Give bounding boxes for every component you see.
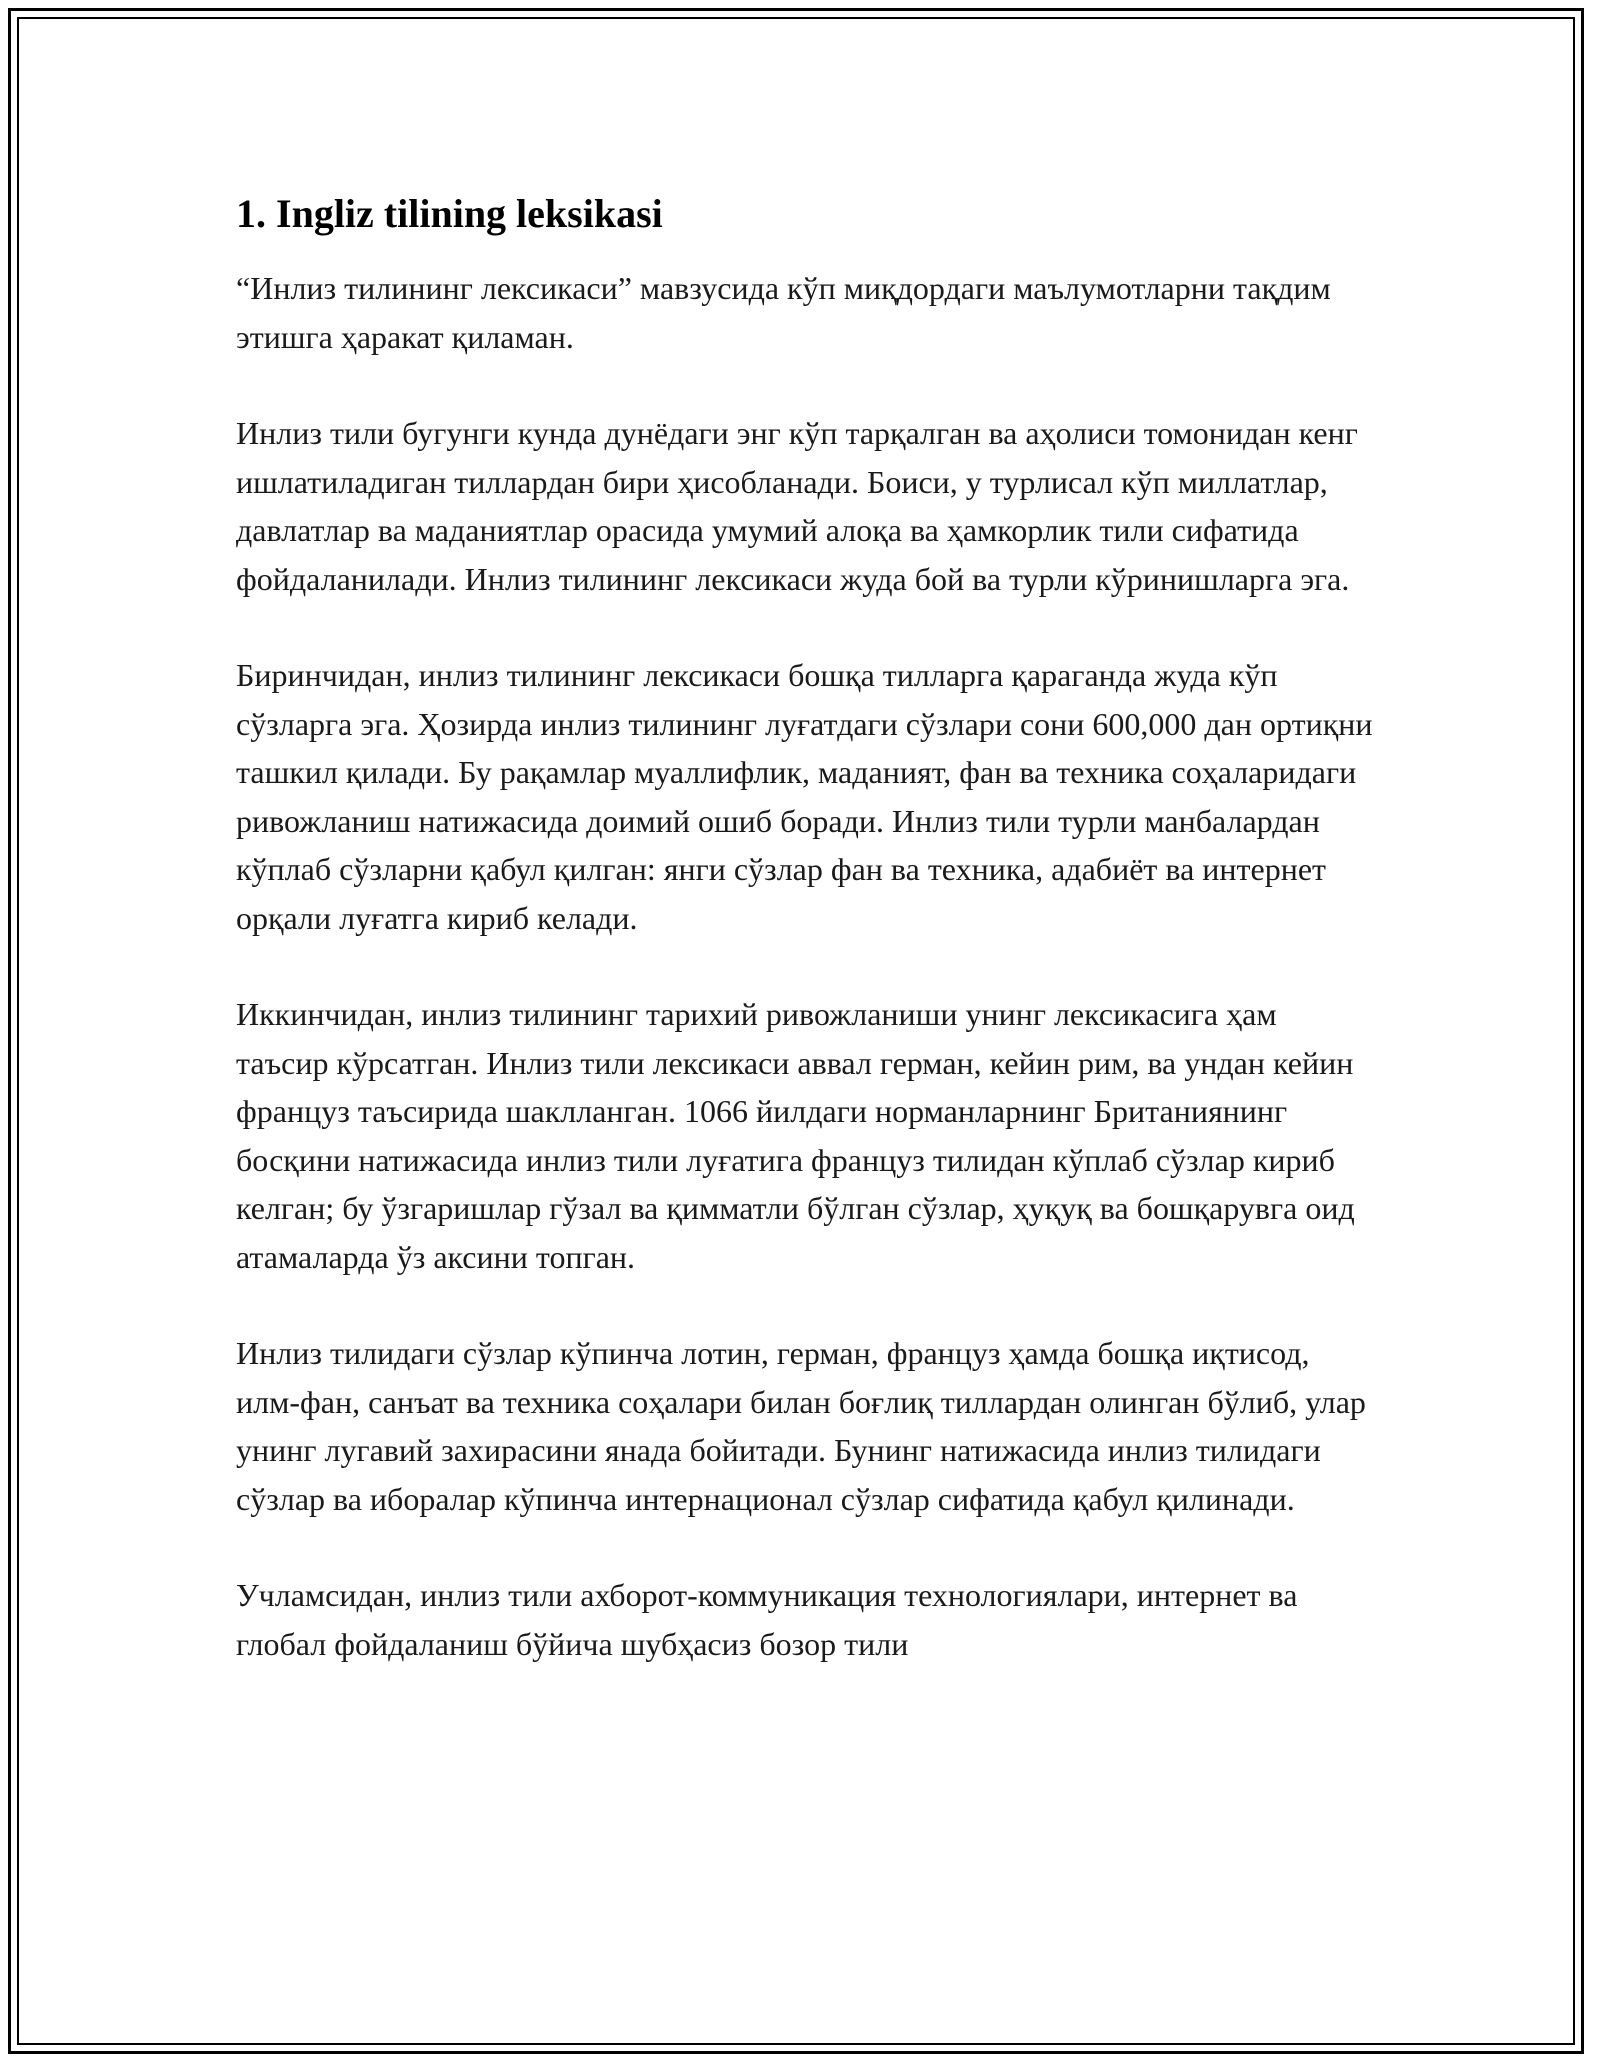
document-body bbox=[236, 186, 1376, 1668]
paragraph-overview: Инлиз тили бугунги кунда дунёдаги энг кўп тарқалган ва аҳолиси томонидан кенг ишлатиладиган тиллардан бири ҳисобланади. Боиси, у турлисал кўп миллатлар, давлатлар ва маданиятлар орасида умумий алоқа ва ҳамкорлик тили сифатида фойдаланилади. Инлиз тилининг лексикаси жуда бой ва турли кўринишларга эга. bbox=[236, 415, 1358, 597]
paragraph-third-point: Учламсидан, инлиз тили ахборот-коммуникация технологиялари, интернет ва глобал фойдаланиш бўйича шубҳасиз бозор тили bbox=[236, 1577, 1298, 1662]
paragraph-borrowings: Инлиз тилидаги сўзлар кўпинча лотин, герман, француз ҳамда бошқа иқтисод, илм-фан, санъат ва техника соҳалари билан боғлиқ тиллардан олинган бўлиб, улар унинг лугавий захирасини янада бойитади. Бунинг натижасида инлиз тилидаги сўзлар ва иборалар кўпинча интернационал сўзлар сифатида қабул қилинади. bbox=[236, 1335, 1366, 1517]
paragraph-second-point: Иккинчидан, инлиз тилининг тарихий ривожланиши унинг лексикасига ҳам таъсир кўрсатган. Инлиз тили лексикаси аввал герман, кейин рим, ва ундан кейин француз таъсирида шаклланган. 1066 йилдаги норманларнинг Британиянинг босқини натижасида инлиз тили луғатига француз тилидан кўплаб сўзлар кириб келган; бу ўзгаришлар гўзал ва қимматли бўлган сўзлар, ҳуқуқ ва бошқарувга оид атамаларда ўз аксини топган. bbox=[236, 996, 1355, 1275]
paragraph-first-point: Биринчидан, инлиз тилининг лексикаси бошқа тилларга қараганда жуда кўп сўзларга эга. Ҳозирда инлиз тилининг луғатдаги сўзлари сони 600,000 дан ортиқни ташкил қилади. Бу рақамлар муаллифлик, маданият, фан ва техника соҳаларидаги ривожланиш натижасида доимий ошиб боради. Инлиз тили турли манбалардан кўплаб сўзларни қабул қилган: янги сўзлар фан ва техника, адабиёт ва интернет орқали луғатга кириб келади. bbox=[236, 657, 1373, 936]
paragraph-intro: “Инлиз тилининг лексикаси” мавзусида кўп миқдордаги маълумотларни тақдим этишга ҳаракат қиламан. bbox=[236, 270, 1331, 355]
section-heading: 1. Ingliz tilining leksikasi bbox=[236, 191, 663, 236]
